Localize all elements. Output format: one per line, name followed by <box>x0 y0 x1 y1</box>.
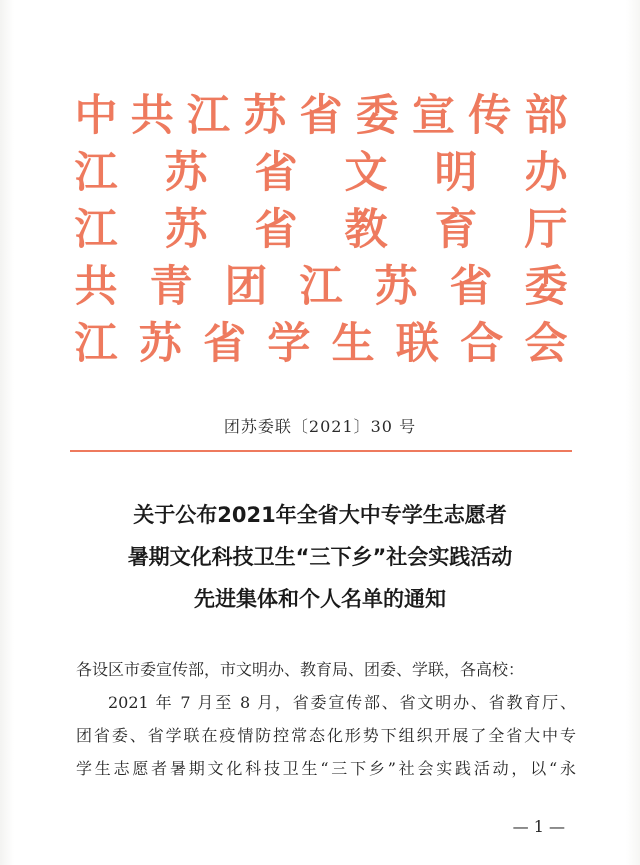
document-title <box>40 494 600 620</box>
issuer-char: 共 <box>74 262 118 312</box>
issuer-char: 明 <box>434 148 478 198</box>
issuer-char: 部 <box>524 91 568 141</box>
title-line: 先进集体和个人名单的通知 <box>194 587 446 611</box>
issuer-char: 苏 <box>374 262 418 312</box>
issuer-char: 省 <box>299 91 343 141</box>
salutation: 各设区市委宣传部，市文明办、教育局、团委、学联，各高校： <box>76 660 525 679</box>
issuer-char: 中 <box>74 91 118 141</box>
document-body <box>76 653 576 785</box>
issuer-char: 青 <box>149 262 193 312</box>
issuer-char: 联 <box>395 319 439 369</box>
issuer-char: 江 <box>187 91 230 141</box>
title-line: 关于公布2021年全省大中专学生志愿者 <box>133 503 507 527</box>
issuer-char: 合 <box>460 319 504 369</box>
document-number: 团苏委联〔2021〕30 号 <box>223 417 417 436</box>
issuer-char: 江 <box>74 319 118 369</box>
issuer-char: 苏 <box>138 319 182 369</box>
issuer-line <box>70 202 572 259</box>
issuer-char: 厅 <box>524 205 568 255</box>
issuer-char: 育 <box>434 205 478 255</box>
issuer-char: 传 <box>468 91 512 141</box>
issuer-char: 宣 <box>412 91 455 141</box>
issuer-char: 省 <box>449 262 493 312</box>
issuer-char: 会 <box>524 319 568 369</box>
issuer-line <box>70 316 572 373</box>
issuer-char: 共 <box>130 91 174 141</box>
issuer-char: 省 <box>254 205 298 255</box>
issuer-line <box>70 88 572 145</box>
issuer-char: 江 <box>74 205 118 255</box>
issuer-char: 团 <box>224 262 268 312</box>
issuer-char: 苏 <box>243 91 287 141</box>
issuer-char: 省 <box>203 319 247 369</box>
issuer-char: 生 <box>331 319 375 369</box>
issuer-char: 学 <box>267 319 311 369</box>
issuing-authorities <box>70 88 572 373</box>
title-line: 暑期文化科技卫生“三下乡”社会实践活动 <box>127 545 513 569</box>
issuer-line <box>70 145 572 202</box>
issuer-line <box>70 259 572 316</box>
issuer-char: 文 <box>344 148 388 198</box>
body-line: 学生志愿者暑期文化科技卫生“三下乡”社会实践活动，以“永 <box>76 759 576 778</box>
issuer-char: 江 <box>299 262 343 312</box>
issuer-char: 委 <box>524 262 568 312</box>
issuer-char: 苏 <box>164 205 208 255</box>
issuer-char: 江 <box>74 148 118 198</box>
issuer-char: 苏 <box>164 148 208 198</box>
red-divider-line <box>70 450 572 452</box>
body-line: 2021 年 7 月至 8 月，省委宣传部、省文明办、省教育厅、 <box>108 693 576 712</box>
body-line: 团省委、省学联在疫情防控常态化形势下组织开展了全省大中专 <box>76 726 576 745</box>
issuer-char: 省 <box>254 148 298 198</box>
issuer-char: 委 <box>355 91 399 141</box>
page-number: — 1 — <box>512 817 565 836</box>
issuer-char: 教 <box>344 205 388 255</box>
issuer-char: 办 <box>524 148 568 198</box>
